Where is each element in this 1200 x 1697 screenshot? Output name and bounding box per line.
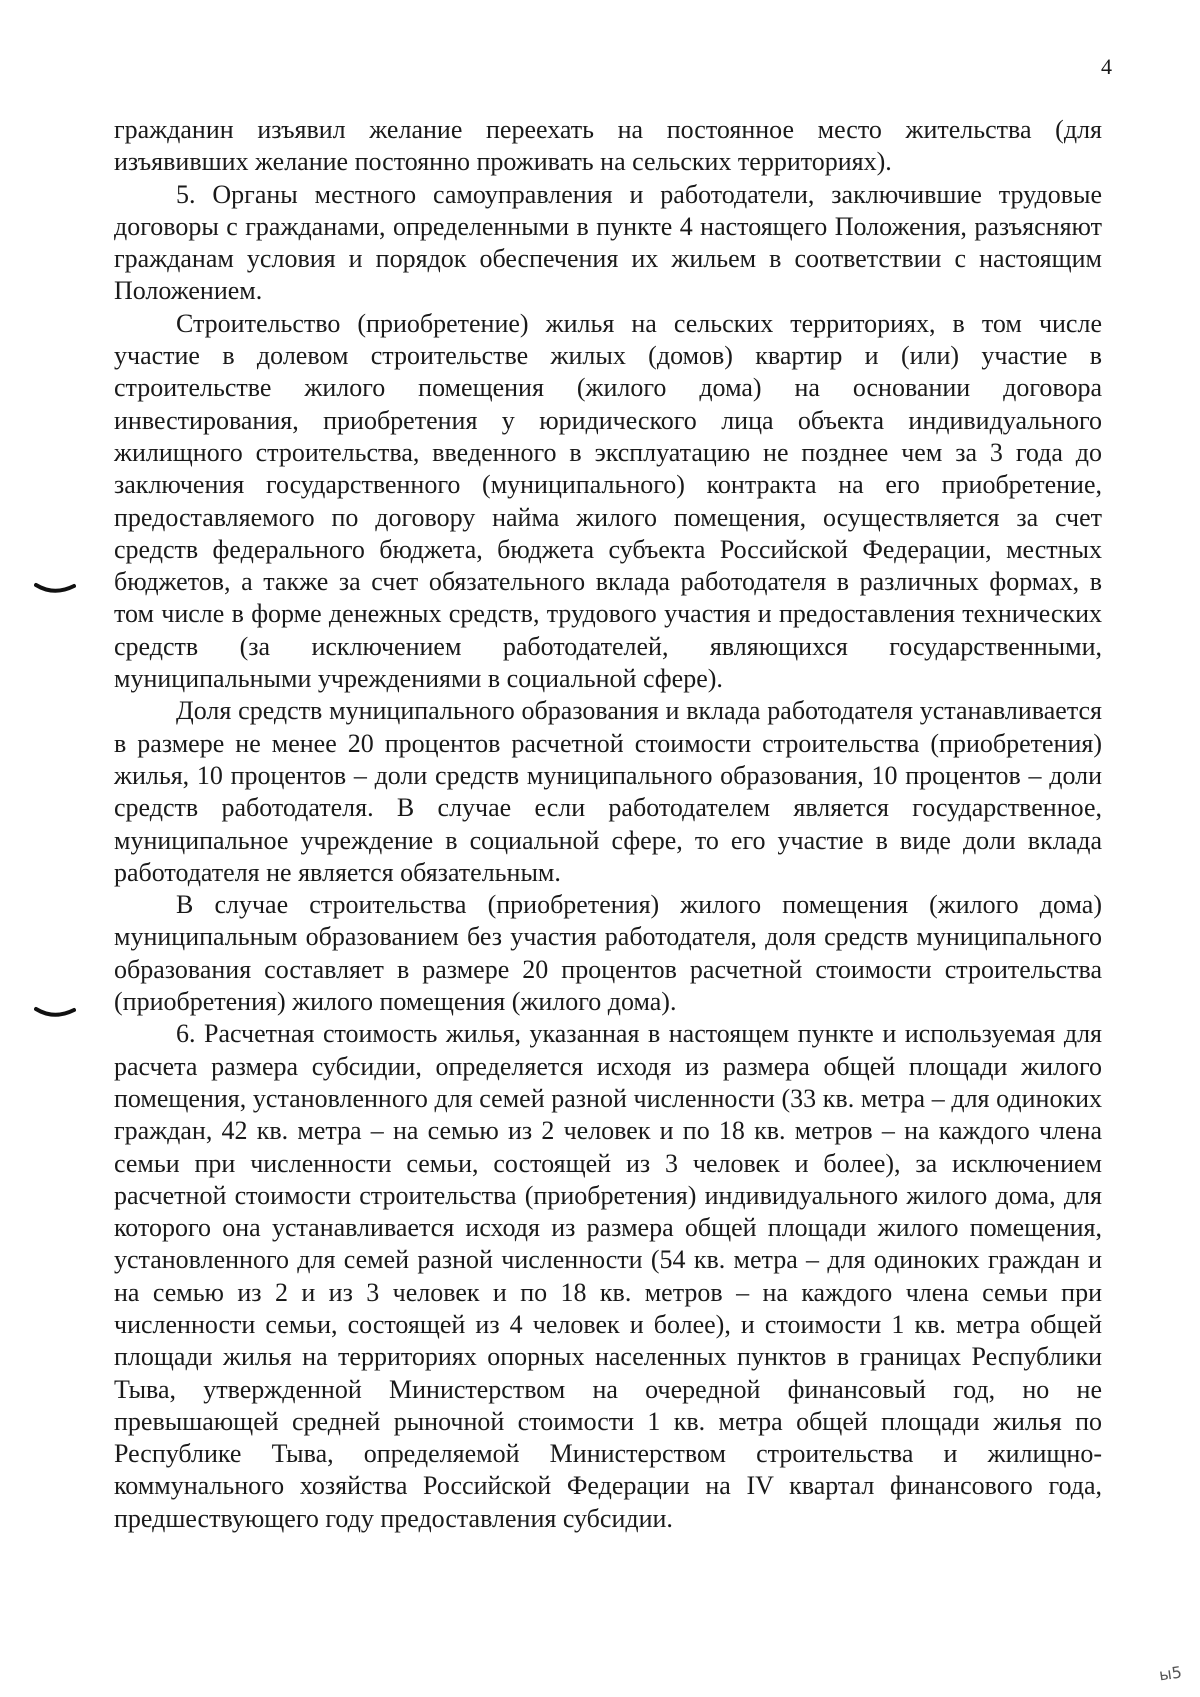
binding-hole-mark-upper: [34, 582, 76, 596]
page-number: 4: [1101, 54, 1112, 79]
paragraph-item-6: 6. Расчетная стоимость жилья, указанная в настоящем пункте и используемая для расчета размера субсидии, определяется исходя из размера общей площади жилого помещения, установленного для семей разной численности (33 кв. метра – для одиноких граждан, 42 кв. метра – на семью из 2 человек и по 18 кв. метров – на каждого члена семьи при численности семьи, состоящей из 3 человек и более), за исключением расчетной стоимости строительства (приобретения) индивидуального жилого дома, для которого она устанавливается исходя из размера общей площади жилого помещения, установленного для семей разной численности (54 кв. метра – для одиноких граждан и на семью из 2 и из 3 человек и по 18 кв. метров – на каждого члена семьи при численности семьи, состоящей из 4 человек и более), и стоимости 1 кв. метра общей площади жилья на территориях опорных населенных пунктов в границах Республики Тыва, утвержденной Министерством на очередной финансовый год, но не превышающей средней рыночной стоимости 1 кв. метра общей площади жилья по Республике Тыва, определяемой Министерством строительства и жилищно-коммунального хозяйства Российской Федерации на IV квартал финансового года, предшествующего году предоставления субсидии.: [114, 1019, 1102, 1533]
document-body: [114, 114, 1102, 1535]
paragraph-construction-funding: Строительство (приобретение) жилья на сельских территориях, в том числе участие в долевом строительстве жилых (домов) квартир и (или) участие в строительстве жилого помещения (жилого дома) на основании договора инвестирования, приобретения у юридического лица объекта индивидуального жилищного строительства, введенного в эксплуатацию не позднее чем за 3 года до заключения государственного (муниципального) контракта на его приобретение, предоставляемого по договору найма жилого помещения, осуществляется за счет средств федерального бюджета, бюджета субъекта Российской Федерации, местных бюджетов, а также за счет обязательного вклада работодателя в различных формах, в том числе в форме денежных средств, трудового участия и предоставления технических средств (за исключением работодателей, являющихся государственными, муниципальными учреждениями в социальной сфере).: [114, 308, 1102, 694]
paragraph-item-5: 5. Органы местного самоуправления и работодатели, заключившие трудовые договоры с гражданами, определенными в пункте 4 настоящего Положения, разъясняют гражданам условия и порядок обеспечения их жильем в соответствии с настоящим Положением.: [114, 179, 1102, 306]
paragraph-municipal-share: В случае строительства (приобретения) жилого помещения (жилого дома) муниципальным образованием без участия работодателя, доля средств муниципального образования составляет в размере 20 процентов расчетной стоимости строительства (приобретения) жилого помещения (жилого дома).: [114, 890, 1102, 1017]
paragraph-continuation: гражданин изъявил желание переехать на постоянное место жительства (для изъявивших желание постоянно проживать на сельских территориях).: [114, 115, 1102, 177]
binding-hole-mark-lower: [34, 1006, 76, 1020]
corner-handwritten-mark: ы5: [1157, 1662, 1184, 1685]
paragraph-share-of-funds: Доля средств муниципального образования и вклада работодателя устанавливается в размере не менее 20 процентов расчетной стоимости строительства (приобретения) жилья, 10 процентов – доли средств муниципального образования, 10 процентов – доли средств работодателя. В случае если работодателем является государственное, муниципальное учреждение в социальной сфере, то его участие в виде доли вклада работодателя не является обязательным.: [114, 696, 1102, 887]
